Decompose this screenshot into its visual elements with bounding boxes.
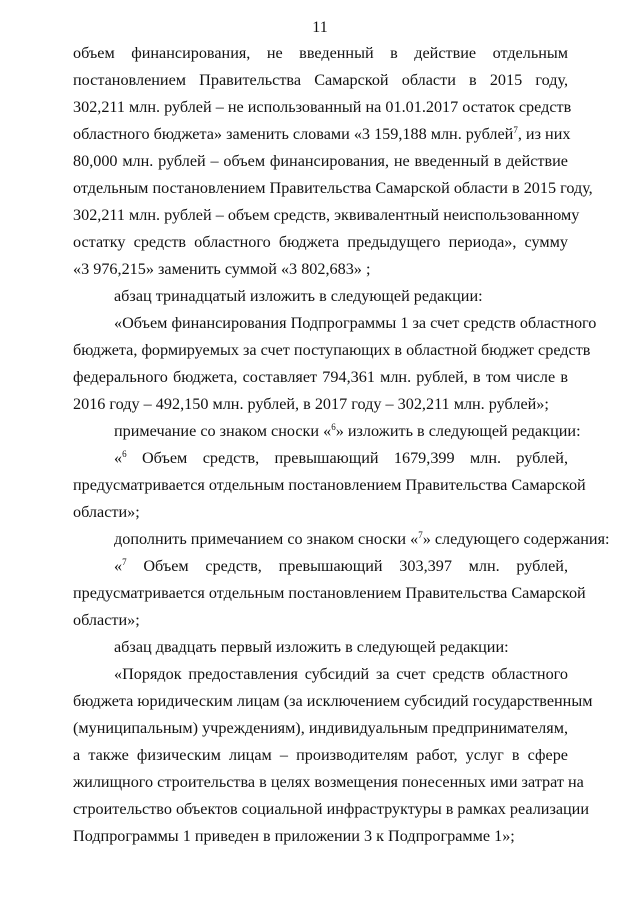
paragraph-8: абзац двадцать первый изложить в следующей редакции: [114, 638, 509, 656]
text-fragment: Объем средств, превышающий 303,397 млн. рублей, [126, 557, 568, 575]
page-number: 11 [312, 19, 328, 36]
paragraph-1-line-7: 302,211 млн. рублей – объем средств, эквивалентный неиспользованному [73, 206, 580, 224]
paragraph-3-line-2: бюджета, формируемых за счет поступающих в областной бюджет средств [73, 341, 591, 359]
paragraph-9-line-5: жилищного строительства в целях возмещения понесенных ими затрат на [73, 773, 584, 791]
text-fragment: » изложить в следующей редакции: [335, 422, 581, 440]
footnote-mark: 7 [122, 557, 127, 567]
paragraph-5-line-2: предусматривается отдельным постановлением Правительства Самарской [73, 476, 586, 494]
paragraph-7-line-2: предусматривается отдельным постановлением Правительства Самарской [73, 584, 586, 602]
text-fragment: « [114, 557, 123, 575]
paragraph-5-line-3: области»; [73, 503, 140, 521]
text-fragment: » следующего содержания: [422, 530, 610, 548]
text-fragment: дополнить примечанием со знаком сноски « [114, 530, 419, 548]
paragraph-1-line-4 [73, 125, 571, 144]
footnote-mark: 7 [418, 530, 423, 540]
paragraph-1-line-5: 80,000 млн. рублей – объем финансирования, не введенный в действие [73, 152, 568, 170]
paragraph-1-line-1: объем финансирования, не введенный в действие отдельным [73, 44, 568, 62]
paragraph-1-line-6: отдельным постановлением Правительства Самарской области в 2015 году, [73, 179, 593, 197]
footnote-mark: 7 [513, 125, 518, 135]
paragraph-6 [114, 530, 610, 549]
paragraph-5-line-1 [114, 449, 568, 468]
paragraph-9-line-3: (муниципальным) учреждениям), индивидуальным предпринимателям, [73, 719, 568, 737]
paragraph-1-line-3: 302,211 млн. рублей – не использованный на 01.01.2017 остаток средств [73, 98, 572, 116]
paragraph-7-line-1 [114, 557, 568, 576]
footnote-mark: 6 [331, 422, 336, 432]
text-fragment: областного бюджета» заменить словами «3 159,188 млн. рублей [73, 125, 514, 143]
paragraph-9-line-2: бюджета юридическим лицам (за исключением субсидий государственным [73, 692, 593, 710]
paragraph-1-line-2: постановлением Правительства Самарской области в 2015 году, [73, 71, 568, 89]
paragraph-1-line-9: «3 976,215» заменить суммой «3 802,683» ; [73, 260, 371, 278]
paragraph-1-line-8: остатку средств областного бюджета предыдущего периода», сумму [73, 233, 568, 251]
paragraph-3-line-1: «Объем финансирования Подпрограммы 1 за счет средств областного [114, 314, 597, 332]
paragraph-3-line-4: 2016 году – 492,150 млн. рублей, в 2017 году – 302,211 млн. рублей»; [73, 395, 549, 413]
text-fragment: , из них [517, 125, 571, 143]
paragraph-9-line-6: строительство объектов социальной инфраструктуры в рамках реализации [73, 800, 590, 818]
paragraph-3-line-3: федерального бюджета, составляет 794,361 млн. рублей, в том числе в [73, 368, 568, 386]
text-fragment: примечание со знаком сноски « [114, 422, 332, 440]
paragraph-9-line-7: Подпрограммы 1 приведен в приложении 3 к Подпрограмме 1»; [73, 827, 515, 845]
paragraph-4 [114, 422, 581, 441]
text-fragment: « [114, 449, 123, 467]
paragraph-9-line-1: «Порядок предоставления субсидий за счет средств областного [114, 665, 568, 683]
paragraph-7-line-3: области»; [73, 611, 140, 629]
footnote-mark: 6 [122, 449, 127, 459]
paragraph-9-line-4: а также физическим лицам – производителям работ, услуг в сфере [73, 746, 568, 764]
paragraph-2: абзац тринадцатый изложить в следующей редакции: [114, 287, 483, 305]
text-fragment: Объем средств, превышающий 1679,399 млн. рублей, [126, 449, 568, 467]
